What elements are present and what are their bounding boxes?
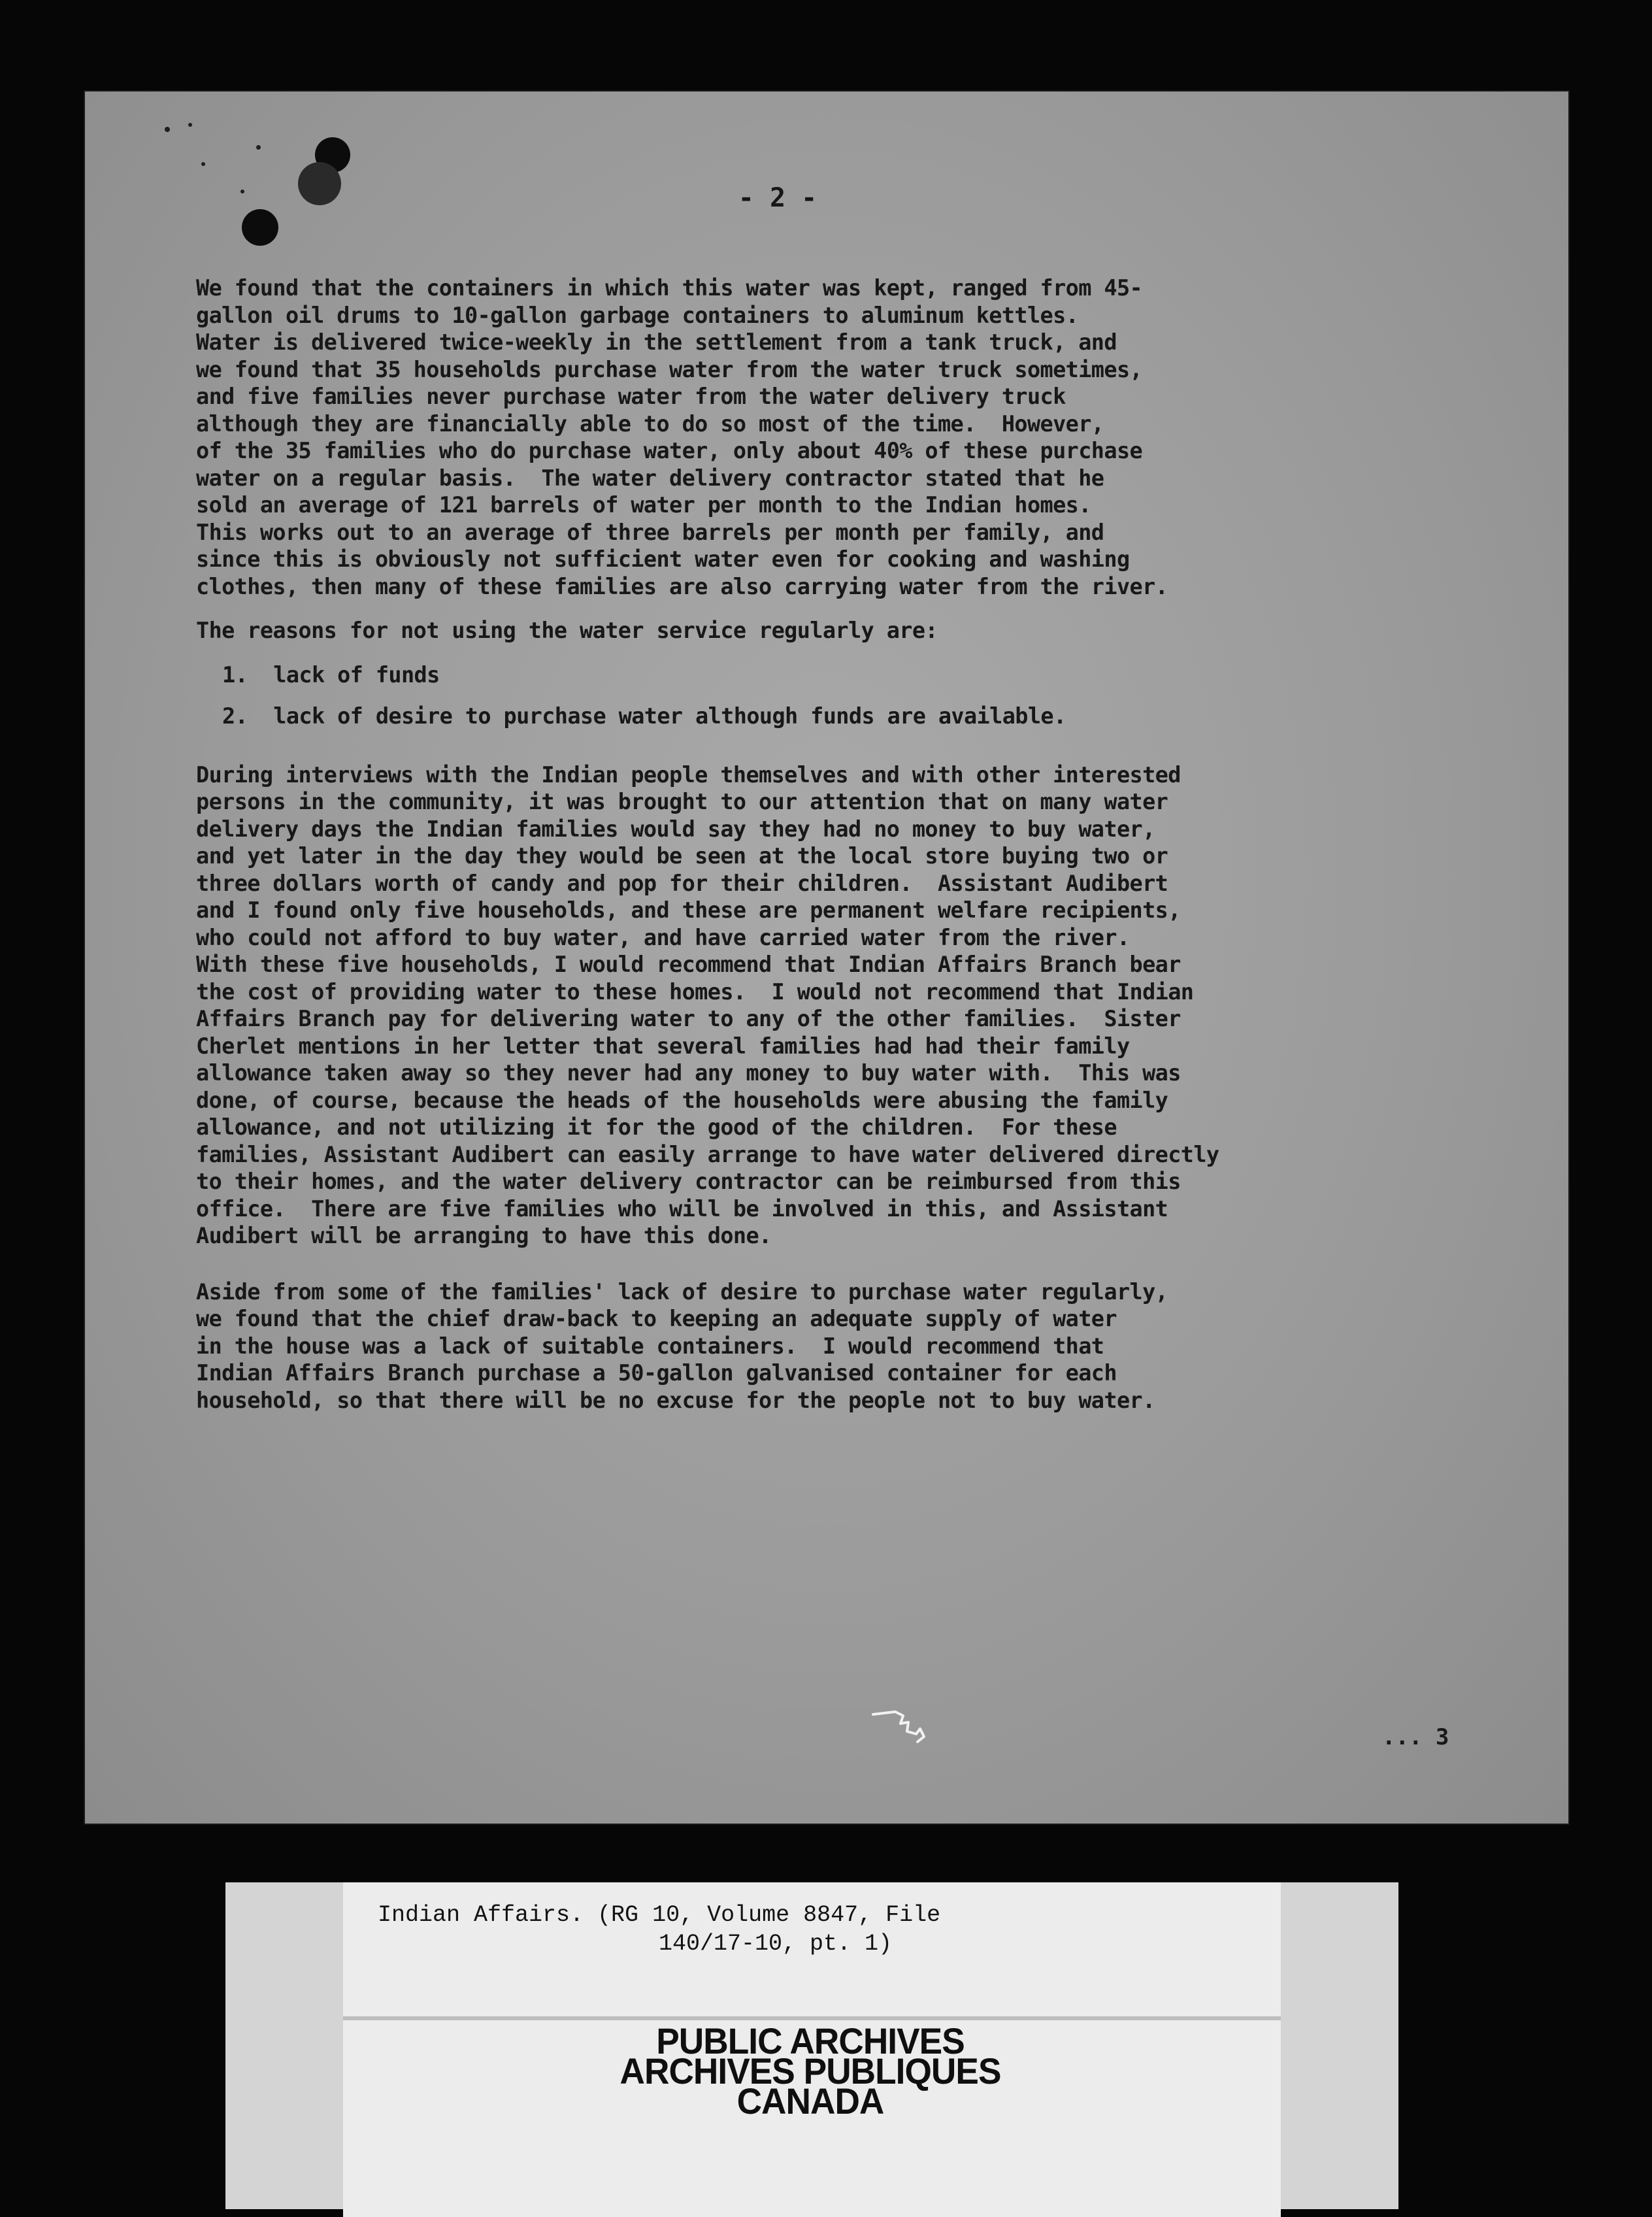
stamp-line: PUBLIC ARCHIVES — [656, 2020, 965, 2061]
text-line: clothes, then many of these families are also carrying water from the river. — [196, 573, 1168, 599]
speck — [201, 162, 205, 166]
speck — [256, 145, 261, 150]
punch-hole-middle — [298, 162, 341, 205]
reasons-intro: The reasons for not using the water service regularly are: — [196, 618, 938, 643]
letter-body — [196, 275, 1477, 1414]
spacer — [196, 644, 1477, 661]
text-line: With these five households, I would recommend that Indian Affairs Branch bear — [196, 952, 1181, 977]
text-line: Indian Affairs Branch purchase a 50-gallon galvanised container for each — [196, 1360, 1117, 1386]
page-number: - 2 - — [738, 183, 818, 213]
speck — [188, 123, 192, 127]
text-line: and yet later in the day they would be seen at the local store buying two or — [196, 843, 1168, 869]
spacer — [196, 600, 1477, 617]
spacer — [196, 744, 1477, 761]
text-line: Water is delivered twice-weekly in the settlement from a tank truck, and — [196, 329, 1117, 355]
text-line: Cherlet mentions in her letter that several families had had their family — [196, 1033, 1130, 1059]
speck — [240, 190, 244, 193]
text-line: We found that the containers in which this water was kept, ranged from 45- — [196, 275, 1143, 301]
public-archives-stamp — [491, 2020, 1131, 2122]
text-line: and five families never purchase water from the water delivery truck — [196, 384, 1066, 409]
text-line: done, of course, because the heads of the households were abusing the family — [196, 1087, 1168, 1113]
text-line: of the 35 families who do purchase water, only about 40% of these purchase — [196, 438, 1143, 463]
text-line: since this is obviously not sufficient water even for cooking and washing — [196, 546, 1130, 572]
text-line: and I found only five households, and these are permanent welfare recipients, — [196, 897, 1181, 923]
stamp-line: ARCHIVES PUBLIQUES — [620, 2050, 1001, 2092]
text-line: gallon oil drums to 10-gallon garbage containers to aluminum kettles. — [196, 302, 1079, 328]
spacer — [196, 1250, 1477, 1278]
reason-item: 2. lack of desire to purchase water although funds are available. — [222, 703, 1066, 729]
paragraph-interviews — [196, 761, 1477, 1250]
text-line: water on a regular basis. The water delivery contractor stated that he — [196, 465, 1104, 491]
continuation-marker: ... 3 — [1382, 1724, 1449, 1750]
punch-hole-bottom — [242, 209, 278, 246]
text-line: three dollars worth of candy and pop for their children. Assistant Audibert — [196, 870, 1168, 896]
text-line: delivery days the Indian families would say they had no money to buy water, — [196, 816, 1155, 842]
text-line: Audibert will be arranging to have this done. — [196, 1223, 772, 1248]
speck — [165, 127, 170, 132]
text-line: office. There are five families who will be involved in this, and Assistant — [196, 1195, 1168, 1222]
text-line: sold an average of 121 barrels of water per month to the Indian homes. — [196, 492, 1091, 518]
archive-citation — [378, 1901, 940, 1958]
text-line: This works out to an average of three barrels per month per family, and — [196, 519, 1104, 545]
text-line: the cost of providing water to these homes. I would not recommend that Indian — [196, 978, 1194, 1005]
paragraph-water-containers — [196, 275, 1477, 600]
text-line: Affairs Branch pay for delivering water to any of the other families. Sister — [196, 1006, 1181, 1031]
text-line: During interviews with the Indian people themselves and with other interested — [196, 761, 1181, 788]
text-line: who could not afford to buy water, and have carried water from the river. — [196, 924, 1130, 950]
text-line: although they are financially able to do so most of the time. However, — [196, 410, 1104, 437]
handwritten-mark — [869, 1703, 948, 1755]
citation-line: Indian Affairs. (RG 10, Volume 8847, File — [378, 1902, 941, 1928]
text-line: allowance taken away so they never had any money to buy water with. This was — [196, 1060, 1181, 1086]
text-line: families, Assistant Audibert can easily arrange to have water delivered directly — [196, 1141, 1219, 1167]
text-line: Aside from some of the families' lack of desire to purchase water regularly, — [196, 1278, 1168, 1305]
stamp-line: CANADA — [736, 2080, 884, 2122]
text-line: allowance, and not utilizing it for the good of the children. For these — [196, 1114, 1117, 1140]
reason-item: 1. lack of funds — [222, 661, 440, 688]
text-line: persons in the community, it was brought to our attention that on many water — [196, 789, 1168, 814]
text-line: we found that the chief draw-back to keeping an adequate supply of water — [196, 1306, 1117, 1331]
text-line: we found that 35 households purchase water from the water truck sometimes, — [196, 356, 1143, 382]
paragraph-containers — [196, 1278, 1477, 1414]
citation-line: 140/17-10, pt. 1) — [659, 1931, 893, 1957]
text-line: household, so that there will be no excuse for the people not to buy water. — [196, 1387, 1155, 1413]
text-line: to their homes, and the water delivery contractor can be reimbursed from this — [196, 1169, 1181, 1194]
text-line: in the house was a lack of suitable containers. I would recommend that — [196, 1333, 1104, 1359]
